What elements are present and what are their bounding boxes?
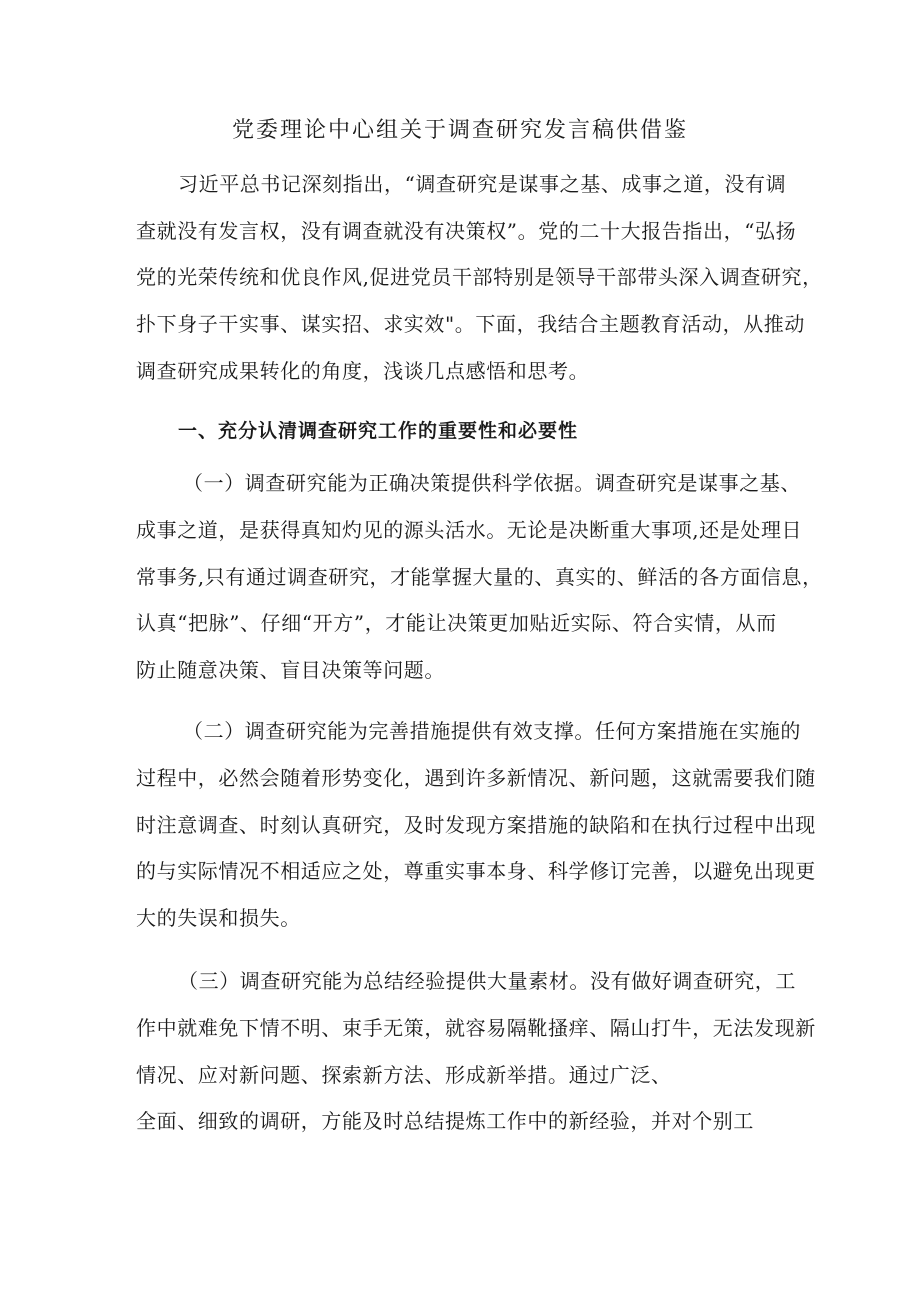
intro-line: 党的光荣传统和优良作风,促进党员干部特别是领导干部带头深入调查研究，	[136, 265, 823, 289]
document-title: 党委理论中心组关于调查研究发言稿供借鉴	[231, 118, 688, 143]
paragraph-line: 防止随意决策、盲目决策等问题。	[136, 658, 445, 682]
paragraph-line: 成事之道，是获得真知灼见的源头活水。无论是决断重大事项,还是处理日	[136, 518, 803, 542]
intro-line: 查就没有发言权，没有调查就没有决策权”。党的二十大报告指出，“弘扬	[136, 219, 797, 243]
intro-line: 扑下身子干实事、谋实招、求实效"。下面，我结合主题教育活动，从推动	[136, 312, 805, 336]
intro-line: 调查研究成果转化的角度，浅谈几点感悟和思考。	[136, 359, 590, 383]
paragraph-line: 大的失误和损失。	[136, 906, 301, 930]
section-heading: 一、充分认清调查研究工作的重要性和必要性	[178, 420, 579, 442]
paragraph-line: 作中就难免下情不明、束手无策，就容易隔靴搔痒、隔山打牛，无法发现新	[136, 1016, 816, 1040]
paragraph-line: 情况、应对新问题、探索新方法、形成新举措。通过广泛、	[136, 1063, 672, 1087]
paragraph-line: 常事务,只有通过调查研究，才能掌握大量的、真实的、鲜活的各方面信息，	[136, 565, 823, 589]
paragraph-line: （三）调查研究能为总结经验提供大量素材。没有做好调查研究，工	[178, 969, 796, 993]
paragraph-line: 时注意调查、时刻认真研究，及时发现方案措施的缺陷和在执行过程中出现	[136, 813, 816, 837]
paragraph-line: （二）调查研究能为完善措施提供有效支撑。任何方案措施在实施的	[183, 719, 801, 743]
paragraph-line: （一）调查研究能为正确决策提供科学依据。调查研究是谋事之基、	[183, 471, 801, 495]
paragraph-line: 认真“把脉”、仔细“开方”，才能让决策更加贴近实际、符合实情，从而	[136, 611, 777, 635]
intro-line: 习近平总书记深刻指出，“调查研究是谋事之基、成事之道，没有调	[178, 172, 787, 196]
paragraph-line: 过程中，必然会随着形势变化，遇到许多新情况、新问题，这就需要我们随	[136, 766, 816, 790]
paragraph-line: 的与实际情况不相适应之处，尊重实事本身、科学修订完善，以避免出现更	[136, 859, 816, 883]
paragraph-line: 全面、细致的调研，方能及时总结提炼工作中的新经验，并对个别工	[136, 1109, 754, 1133]
